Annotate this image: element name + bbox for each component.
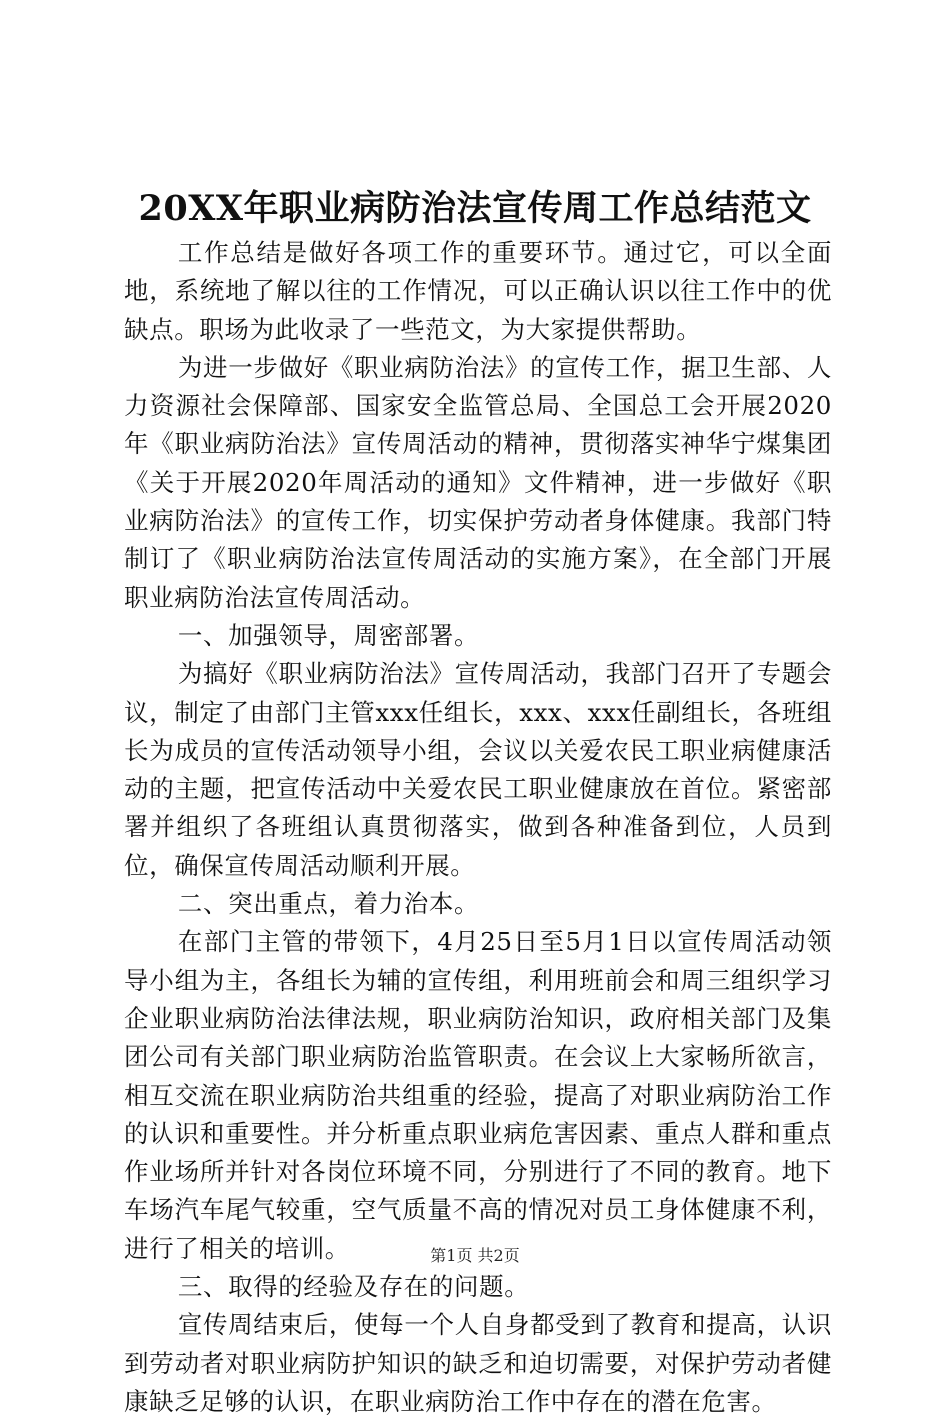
paragraph-background: 为进一步做好《职业病防治法》的宣传工作，据卫生部、人力资源社会保障部、国家安全监管总局、全国总工会开展2020年《职业病防治法》宣传周活动的精神，贯彻落实神华宁煤集团《关于开展2020年周活动的通知》文件精神，进一步做好《职业病防治法》的宣传工作，切实保护劳动者身体健康。我部门特制订了《职业病防治法宣传周活动的实施方案》，在全部门开展职业病防治法宣传周活动。 — [124, 352, 832, 612]
section-heading-1: 一、加强领导，周密部署。 — [177, 620, 480, 650]
document-title: 20XX年职业病防治法宣传周工作总结范文 — [138, 188, 812, 229]
page-footer: 第1页 共2页 — [430, 1246, 520, 1265]
paragraph-intro: 工作总结是做好各项工作的重要环节。通过它，可以全面地，系统地了解以往的工作情况，可以正确认识以往工作中的优缺点。职场为此收录了一些范文，为大家提供帮助。 — [124, 238, 832, 344]
section-heading-2: 二、突出重点，着力治本。 — [177, 889, 480, 919]
document-body — [124, 234, 832, 1421]
paragraph-section-2: 在部门主管的带领下，4月25日至5月1日以宣传周活动领导小组为主，各组长为辅的宣传组，利用班前会和周三组织学习企业职业病防治法律法规，职业病防治知识，政府相关部门及集团公司有关部门职业病防治监管职责。在会议上大家畅所欲言，相互交流在职业病防治共组重的经验，提高了对职业病防治工作的认识和重要性。并分析重点职业病危害因素、重点人群和重点作业场所并针对各岗位环境不同，分别进行了不同的教育。地下车场汽车尾气较重，空气质量不高的情况对员工身体健康不利，进行了相关的培训。 — [124, 927, 832, 1263]
section-heading-3: 三、取得的经验及存在的问题。 — [177, 1272, 530, 1302]
paragraph-section-1: 为搞好《职业病防治法》宣传周活动，我部门召开了专题会议，制定了由部门主管xxx任组长，xxx、xxx任副组长，各班组长为成员的宣传活动领导小组，会议以关爱农民工职业病健康活动的主题，把宣传活动中关爱农民工职业健康放在首位。紧密部署并组织了各班组认真贯彻落实，做到各种准备到位，人员到位，确保宣传周活动顺利开展。 — [124, 659, 832, 880]
paragraph-section-3: 宣传周结束后，使每一个人自身都受到了教育和提高，认识到劳动者对职业病防护知识的缺乏和迫切需要，对保护劳动者健康缺乏足够的认识，在职业病防治工作中存在的潜在危害。 — [124, 1310, 832, 1416]
